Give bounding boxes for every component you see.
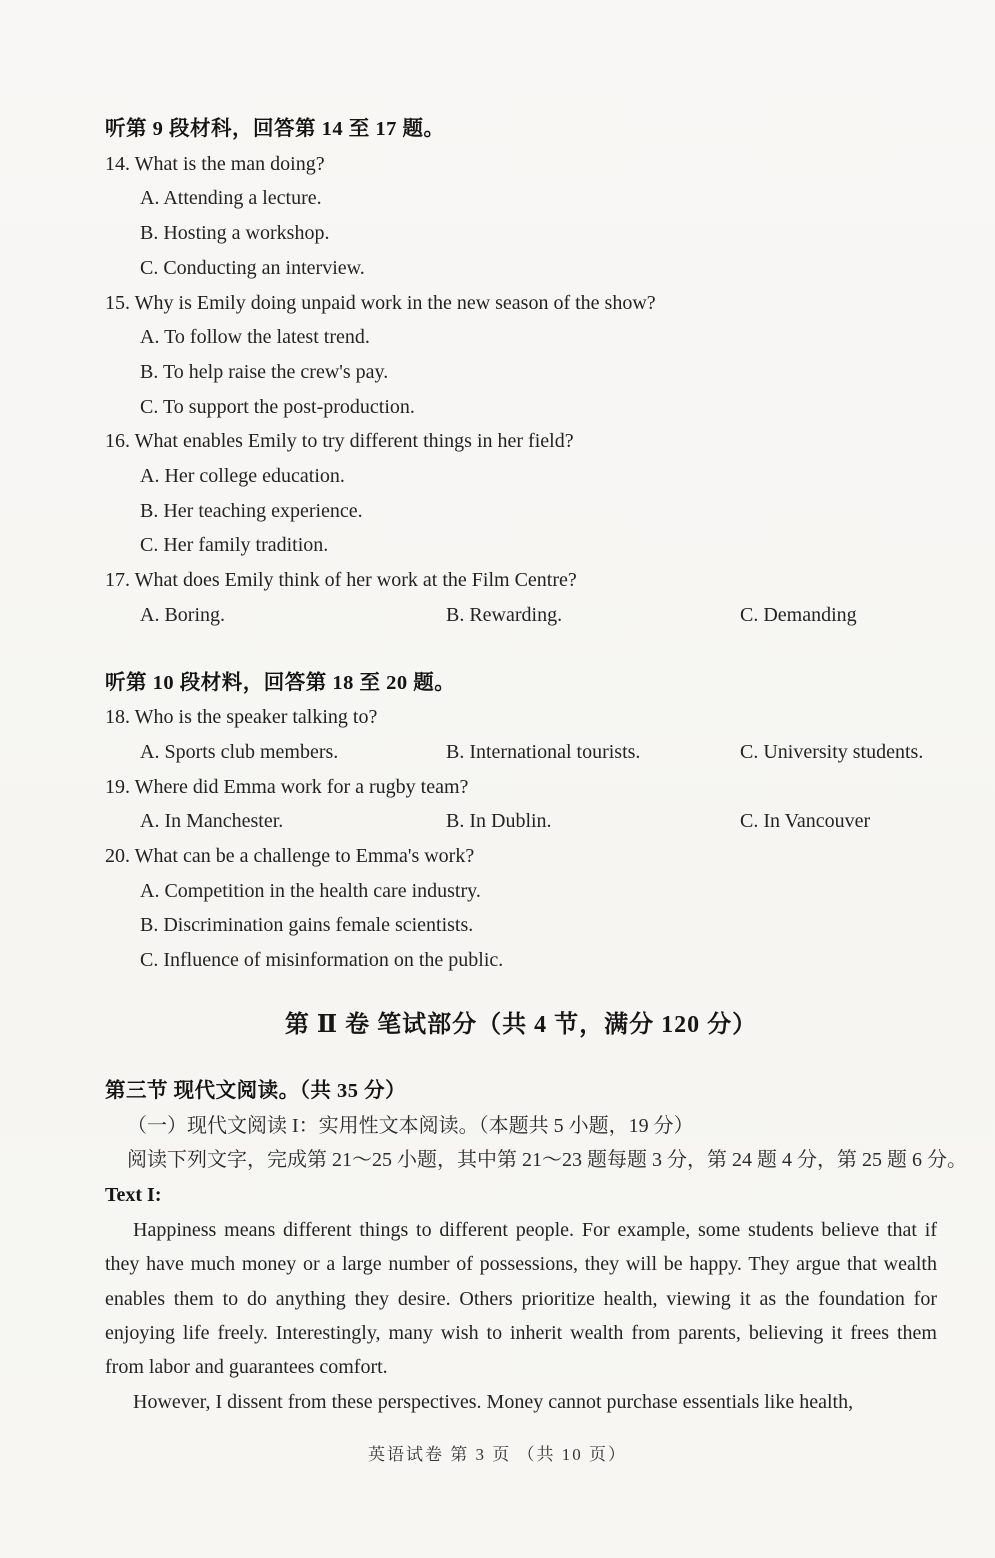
- question-14-option-c: C. Conducting an interview.: [140, 256, 365, 279]
- section-gap: [105, 633, 937, 666]
- question-20-option-c: C. Influence of misinformation on the public.: [140, 949, 504, 972]
- question-19-option-c: C. In Vancouver: [740, 810, 871, 833]
- section3-subheading-2: 阅读下列文字，完成第 21～25 小题，其中第 21～23 题每题 3 分，第 24 题 4 分，第 25 题 6 分。: [127, 1149, 967, 1172]
- text1-label: Text I:: [105, 1183, 162, 1206]
- question-19-options: [140, 804, 937, 839]
- question-14-option-b: B. Hosting a workshop.: [140, 222, 330, 245]
- question-16-stem: 16. What enables Emily to try different things in her field?: [105, 430, 574, 453]
- question-19-option-b: B. In Dublin.: [446, 810, 552, 833]
- question-19-option-a: A. In Manchester.: [140, 810, 284, 833]
- question-14-stem: 14. What is the man doing?: [105, 152, 325, 175]
- question-17-options: [140, 598, 937, 633]
- question-18-stem: 18. Who is the speaker talking to?: [105, 706, 378, 729]
- question-19-stem: 19. Where did Emma work for a rugby team?: [105, 775, 469, 798]
- question-15-option-a: A. To follow the latest trend.: [140, 326, 370, 349]
- section9-header: 听第 9 段材科，回答第 14 至 17 题。: [105, 118, 445, 140]
- question-16-option-a: A. Her college education.: [140, 465, 345, 488]
- question-15-option-c: C. To support the post-production.: [140, 395, 415, 418]
- question-18-options: [140, 735, 937, 770]
- question-17-option-a: A. Boring.: [140, 603, 225, 626]
- question-16-option-b: B. Her teaching experience.: [140, 499, 363, 522]
- page-footer: 英语试卷 第 3 页 （共 10 页）: [368, 1445, 627, 1464]
- text1-paragraph-2: However, I dissent from these perspectives. Money cannot purchase essentials like health,: [133, 1390, 854, 1413]
- question-17-option-b: B. Rewarding.: [446, 603, 563, 626]
- part2-title: 第 Ⅱ 卷 笔试部分（共 4 节，满分 120 分）: [284, 1011, 758, 1038]
- question-15-option-b: B. To help raise the crew's pay.: [140, 360, 389, 383]
- section10-header: 听第 10 段材料，回答第 18 至 20 题。: [105, 671, 456, 694]
- section3-heading: 第三节 现代文阅读。（共 35 分）: [105, 1079, 407, 1102]
- question-17-stem: 17. What does Emily think of her work at the Film Centre?: [105, 569, 577, 592]
- question-20-option-a: A. Competition in the health care industry.: [140, 879, 481, 902]
- question-18-option-a: A. Sports club members.: [140, 740, 339, 763]
- question-14-option-a: A. Attending a lecture.: [140, 187, 322, 210]
- question-18-option-b: B. International tourists.: [446, 740, 641, 763]
- question-20-stem: 20. What can be a challenge to Emma's work?: [105, 845, 475, 868]
- question-17-option-c: C. Demanding: [740, 603, 857, 626]
- question-16-option-c: C. Her family tradition.: [140, 534, 329, 557]
- question-18-option-c: C. University students.: [740, 740, 924, 763]
- text1-paragraph-1: Happiness means different things to different people. For example, some students believe that if they have much money or a large number of possessions, they will be happy. They argue that wealth enables them to do anything they desire. Others prioritize health, viewing it as the foundation for enjoying life freely. Interestingly, many wish to inherit wealth from parents, believing it frees them from labor and guarantees comfort.: [105, 1218, 937, 1379]
- question-20-option-b: B. Discrimination gains female scientists.: [140, 914, 474, 937]
- page-content: [105, 112, 967, 1419]
- section3-subheading-1: （一）现代文阅读 I：实用性文本阅读。（本题共 5 小题，19 分）: [127, 1114, 694, 1137]
- question-15-stem: 15. Why is Emily doing unpaid work in the new season of the show?: [105, 291, 656, 314]
